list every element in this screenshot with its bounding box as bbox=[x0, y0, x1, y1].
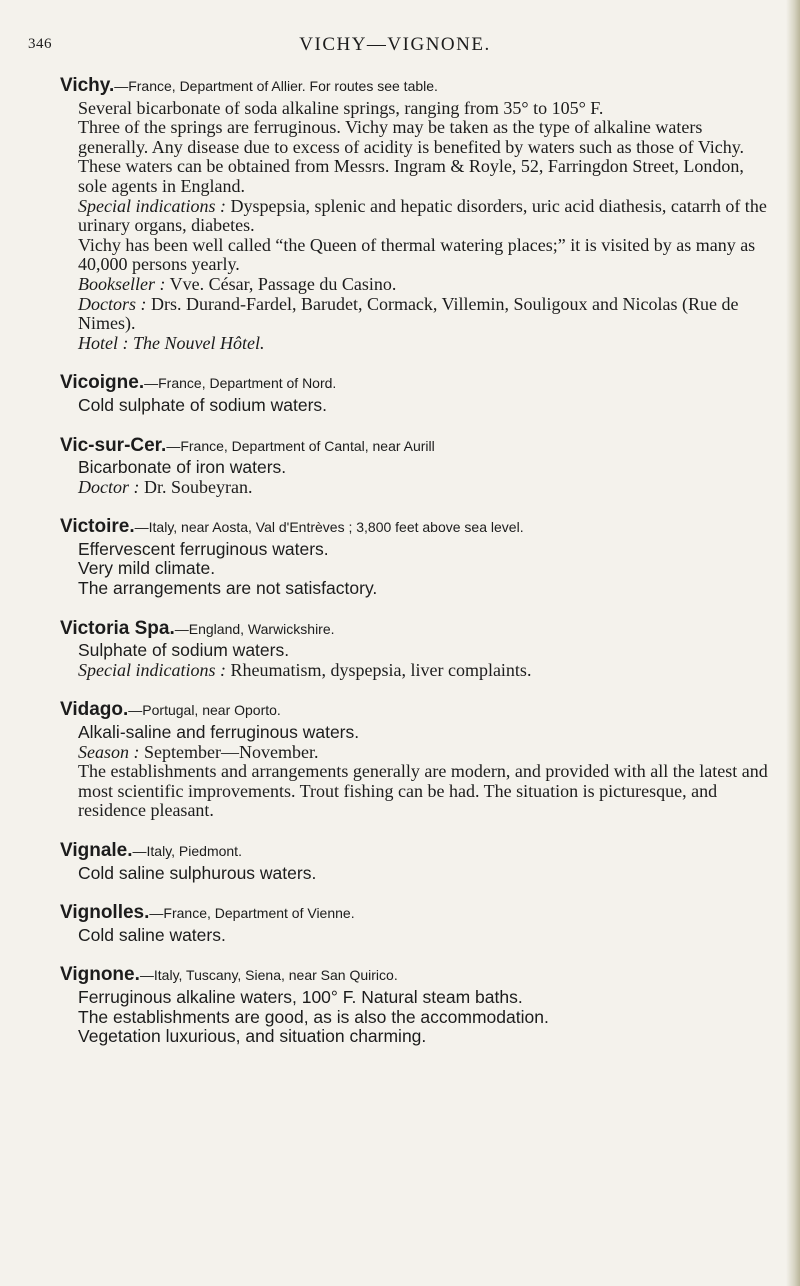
doctors-text: Drs. Durand-Fardel, Barudet, Cormack, Villemin, Souligoux and Nicolas (Rue de Nimes). bbox=[78, 293, 739, 334]
entry-vignolles bbox=[60, 903, 770, 945]
bookseller-label: Bookseller : bbox=[78, 273, 166, 294]
entries bbox=[60, 76, 770, 1067]
entry-body bbox=[60, 864, 770, 884]
entry-text: Very mild climate. bbox=[78, 558, 216, 579]
entry-name: Victoire. bbox=[60, 516, 135, 538]
entry-locality: —France, Department of Nord. bbox=[144, 375, 337, 392]
water-type: Cold saline sulphurous waters. bbox=[78, 862, 317, 883]
entry-vignale bbox=[60, 841, 770, 883]
hotel-label: Hotel : bbox=[78, 332, 129, 353]
water-type: Effervescent ferruginous waters. bbox=[78, 538, 329, 559]
entry-head bbox=[60, 373, 770, 394]
entry-vicoigne bbox=[60, 373, 770, 415]
special-indications bbox=[78, 661, 770, 681]
entry-body bbox=[60, 926, 770, 946]
entry-name: Vic-sur-Cer. bbox=[60, 434, 167, 456]
water-type: Cold sulphate of sodium waters. bbox=[78, 394, 328, 415]
entry-name: Vignale. bbox=[60, 840, 133, 861]
page-header bbox=[0, 34, 790, 58]
entry-locality: —England, Warwickshire. bbox=[174, 620, 335, 637]
special-indications-label: Special indications : bbox=[78, 195, 226, 216]
bookseller-text: Vve. César, Passage du Casino. bbox=[169, 273, 397, 294]
running-head: VICHY—VIGNONE. bbox=[299, 34, 491, 55]
entry-head bbox=[60, 76, 770, 97]
entry-vic-sur-cer bbox=[60, 436, 770, 498]
entry-name: Vicoigne. bbox=[60, 372, 145, 394]
entry-locality: —Italy, Tuscany, Siena, near San Quirico. bbox=[139, 967, 398, 984]
season bbox=[78, 743, 770, 763]
entry-text: The establishments and arrangements generally are modern, and provided with all the latest and most scientific improvements. Trout fishing can be had. The situation is picturesque, and residence pleasant. bbox=[78, 761, 768, 821]
water-type: Ferruginous alkaline waters, 100° F. Natural steam baths. bbox=[78, 986, 523, 1007]
entry-name: Vignone. bbox=[60, 964, 140, 986]
entry-locality: —Portugal, near Oporto. bbox=[128, 702, 281, 719]
entry-text: The arrangements are not satisfactory. bbox=[78, 578, 378, 599]
special-indications-text: Rheumatism, dyspepsia, liver complaints. bbox=[230, 659, 532, 680]
entry-text: The establishments are good, as is also the accommodation. bbox=[78, 1006, 549, 1027]
water-type: Cold saline waters. bbox=[78, 924, 226, 945]
entry-vignone bbox=[60, 965, 770, 1046]
entry-victoire bbox=[60, 517, 770, 598]
entry-body bbox=[60, 988, 770, 1047]
doctor-label: Doctor : bbox=[78, 476, 140, 497]
entry-vichy bbox=[60, 76, 770, 353]
entry-body bbox=[60, 723, 770, 821]
entry-text: Vegetation luxurious, and situation charming. bbox=[78, 1026, 427, 1047]
entry-locality: —France, Department of Vienne. bbox=[149, 905, 355, 922]
hotel-text: The Nouvel Hôtel. bbox=[132, 332, 265, 353]
entry-head bbox=[60, 965, 770, 986]
entry-body bbox=[60, 458, 770, 497]
water-type: Sulphate of sodium waters. bbox=[78, 640, 290, 661]
entry-name: Vichy. bbox=[60, 75, 115, 96]
doctor bbox=[78, 478, 770, 498]
entry-body bbox=[60, 396, 770, 416]
entry-body bbox=[60, 641, 770, 680]
page-number: 346 bbox=[28, 36, 52, 52]
entry-text: Several bicarbonate of soda alkaline springs, ranging from 35° to 105° F. bbox=[78, 97, 604, 118]
season-text: September—November. bbox=[144, 741, 319, 762]
special-indications-text: Dyspepsia, splenic and hepatic disorders, uric acid diathesis, catarrh of the urinary organs, diabetes. bbox=[78, 195, 767, 236]
special-indications bbox=[78, 197, 770, 236]
doctors-label: Doctors : bbox=[78, 293, 147, 314]
entry-name: Victoria Spa. bbox=[60, 617, 175, 639]
entry-name: Vidago. bbox=[60, 699, 129, 721]
entry-head bbox=[60, 841, 770, 862]
entry-locality: —Italy, near Aosta, Val d'Entrèves ; 3,800 feet above sea level. bbox=[134, 519, 524, 536]
page-edge-shadow bbox=[786, 0, 800, 1286]
doctors bbox=[78, 295, 770, 334]
entry-locality: —France, Department of Cantal, near Aurill bbox=[166, 437, 435, 454]
doctor-text: Dr. Soubeyran. bbox=[144, 476, 253, 497]
entry-locality: —France, Department of Allier. For routes see table. bbox=[114, 78, 438, 94]
entry-head bbox=[60, 903, 770, 924]
water-type: Bicarbonate of iron waters. bbox=[78, 457, 287, 478]
season-label: Season : bbox=[78, 741, 140, 762]
entry-text: These waters can be obtained from Messrs. Ingram & Royle, 52, Farringdon Street, London, sole agents in England. bbox=[78, 156, 744, 196]
entry-head bbox=[60, 619, 770, 640]
entry-note: Vichy has been well called “the Queen of thermal watering places;” it is visited by as many as 40,000 persons yearly. bbox=[78, 234, 756, 275]
entry-head bbox=[60, 436, 770, 457]
entry-name: Vignolles. bbox=[60, 902, 150, 924]
entry-locality: —Italy, Piedmont. bbox=[132, 843, 242, 859]
water-type: Alkali-saline and ferruginous waters. bbox=[78, 722, 360, 743]
special-indications-label: Special indications : bbox=[78, 659, 226, 680]
entry-head bbox=[60, 517, 770, 538]
entry-body bbox=[60, 99, 770, 354]
entry-victoria-spa bbox=[60, 619, 770, 681]
entry-vidago bbox=[60, 700, 770, 821]
entry-head bbox=[60, 700, 770, 721]
bookseller bbox=[78, 275, 770, 295]
entry-text: Three of the springs are ferruginous. Vichy may be taken as the type of alkaline waters generally. Any disease due to excess of acidity is benefited by waters such as those of Vichy. bbox=[78, 117, 745, 157]
hotel bbox=[78, 334, 770, 354]
entry-body bbox=[60, 540, 770, 599]
